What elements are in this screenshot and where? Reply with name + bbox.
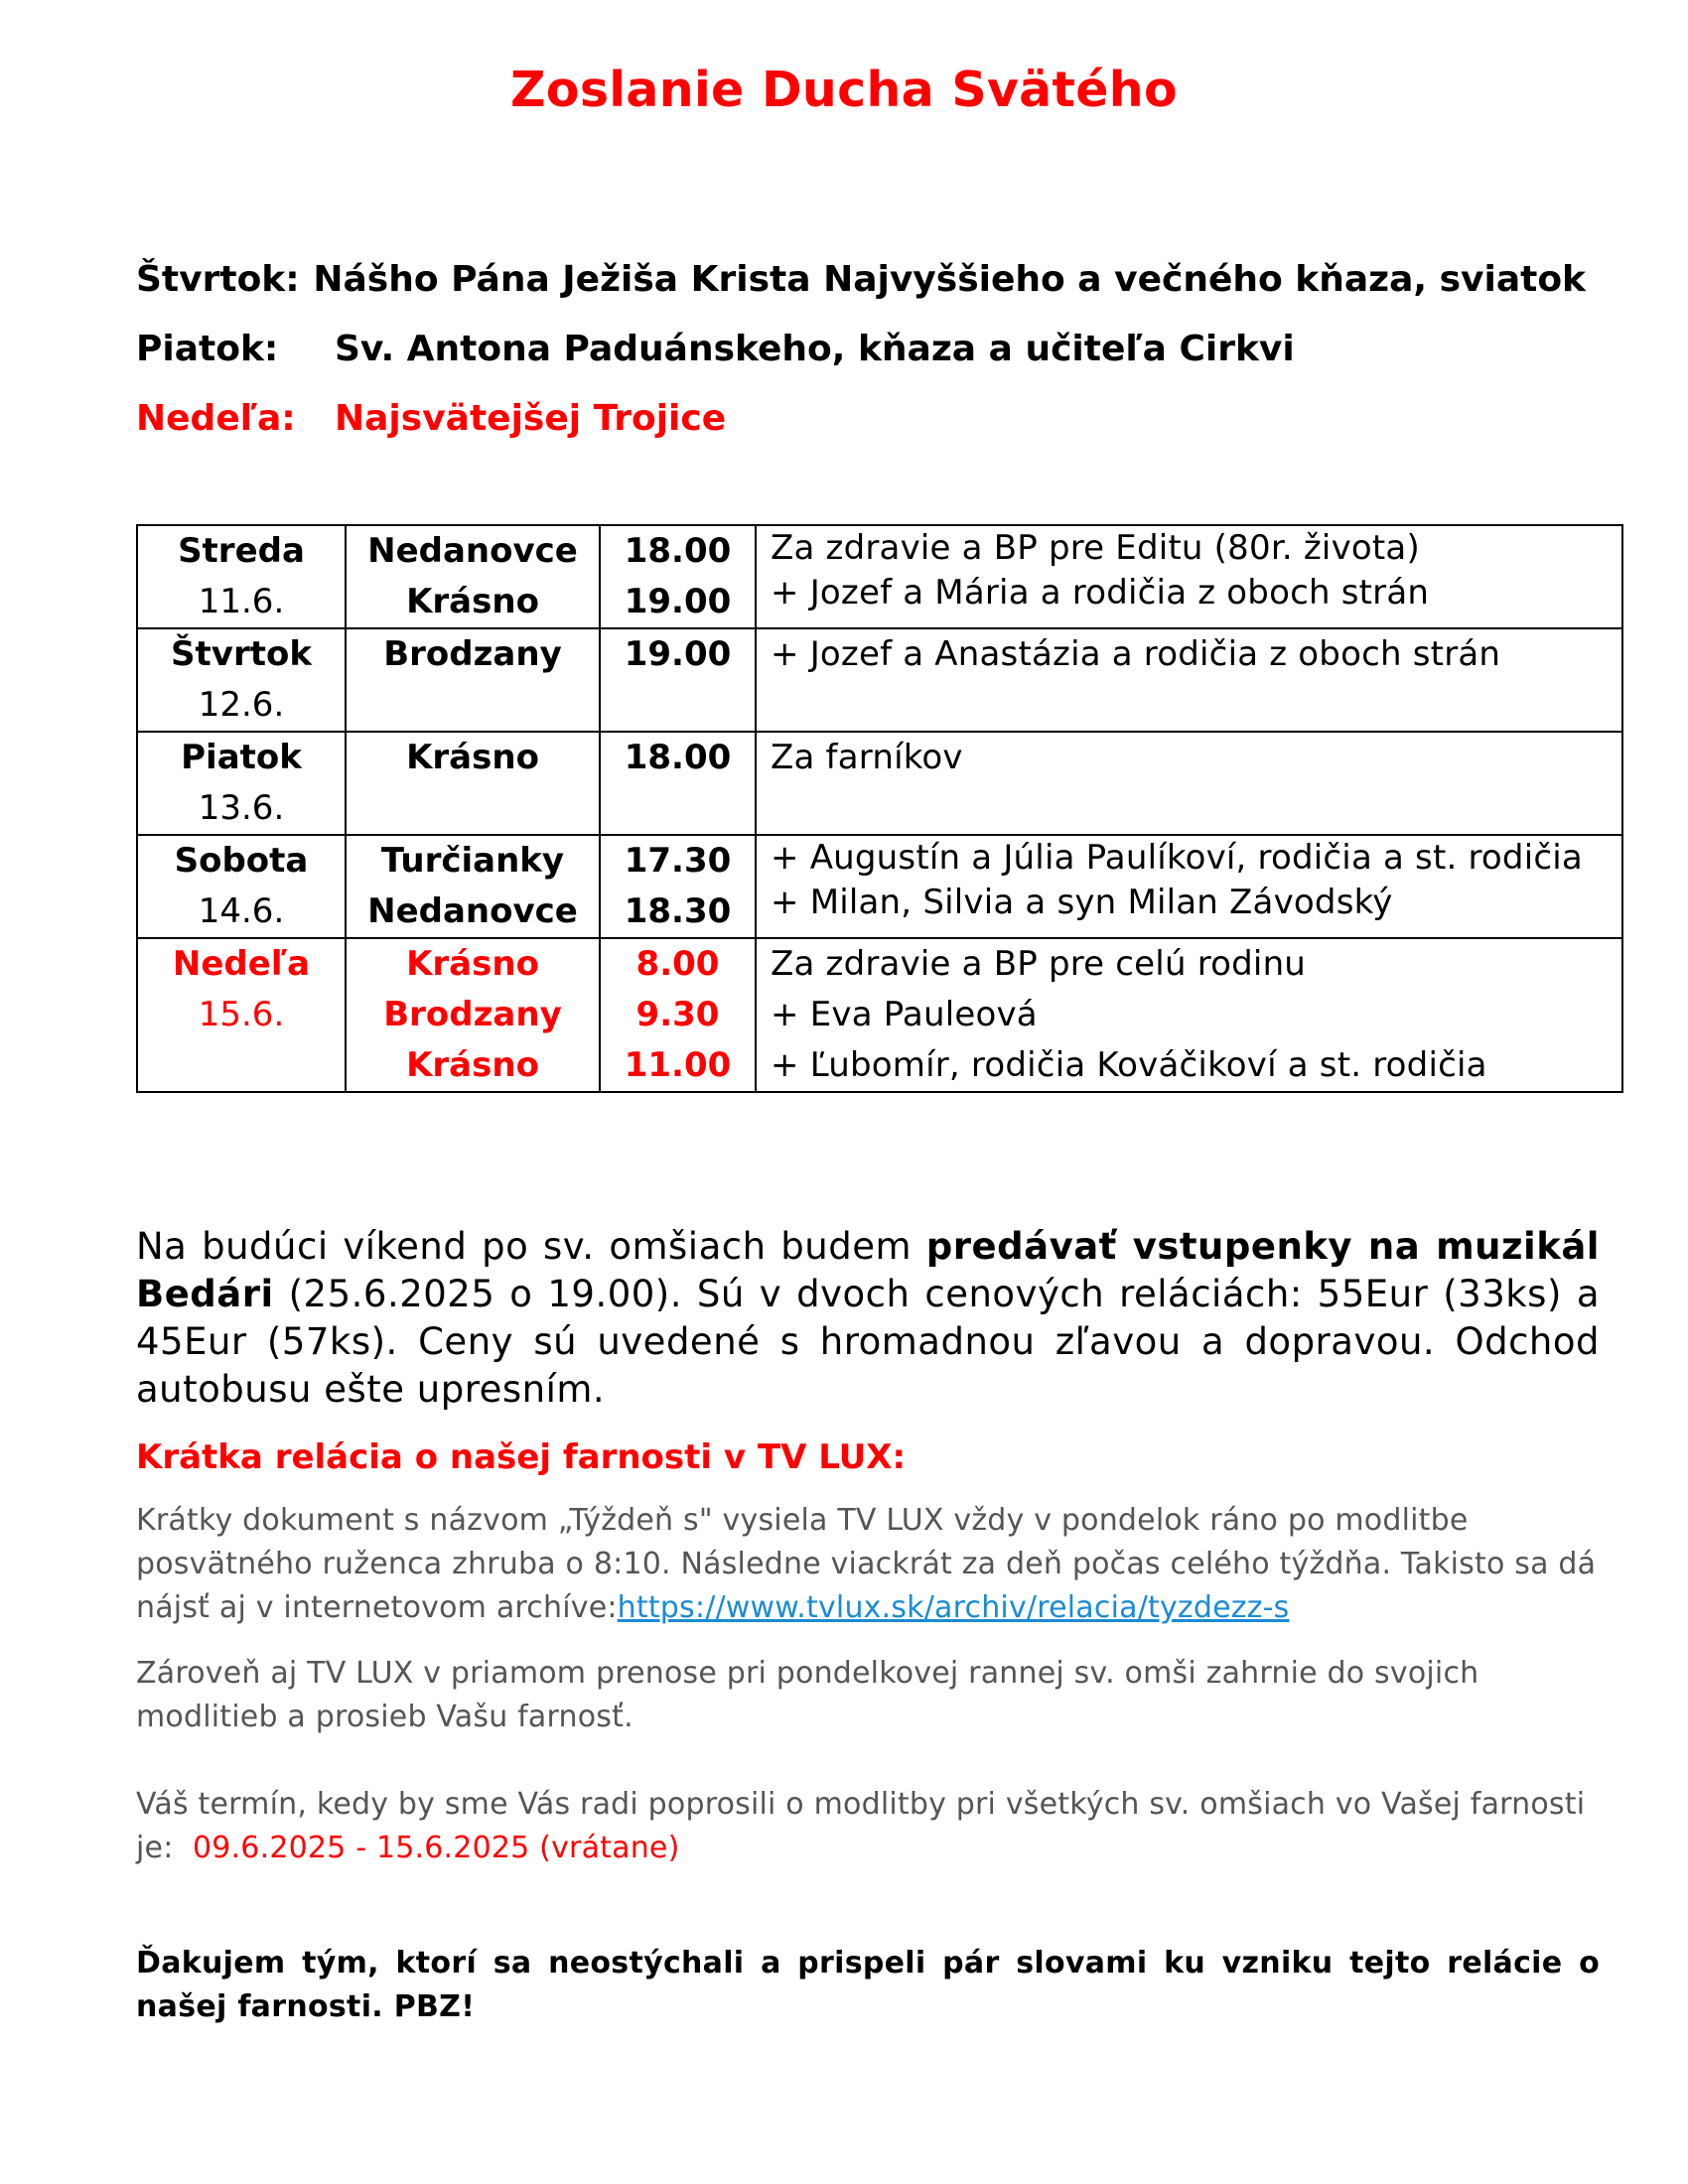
time-cell [600, 732, 756, 835]
day-cell [137, 835, 346, 938]
feast-name: Sv. Antona Paduánskeho, kňaza a učiteľa Cirkvi [335, 328, 1295, 369]
intention: Za zdravie a BP pre Editu (80r. života) [771, 528, 1420, 568]
tv-lux-paragraph [136, 1499, 1600, 1630]
day-name: Nedeľa [172, 944, 311, 984]
intention: + Jozef a Anastázia a rodičia z oboch strán [771, 634, 1501, 674]
day-date: 12.6. [198, 685, 285, 725]
intention-cell [756, 938, 1622, 1092]
time: 19.00 [624, 582, 732, 621]
day-date: 13.6. [198, 788, 285, 828]
day-name: Štvrtok [171, 634, 312, 674]
day-date: 14.6. [198, 891, 285, 931]
intention-cell [756, 835, 1622, 938]
day-date: 15.6. [198, 995, 285, 1034]
time-cell [600, 628, 756, 732]
mass-schedule-table [136, 524, 1623, 1093]
place-cell [346, 835, 600, 938]
place-cell [346, 732, 600, 835]
tvlux-archive-link[interactable]: https://www.tvlux.sk/archiv/relacia/tyzdezz-s [617, 1590, 1290, 1625]
announcement-emphasis: predávať vstupenky na muzikál Bedári [136, 1225, 1600, 1315]
place: Brodzany [383, 634, 562, 674]
time: 18.00 [624, 738, 732, 777]
intention: Za farníkov [771, 738, 963, 777]
intention: Za zdravie a BP pre celú rodinu [771, 944, 1307, 984]
time-cell [600, 938, 756, 1092]
place-cell [346, 628, 600, 732]
place: Turčianky [380, 841, 565, 881]
intention-cell [756, 628, 1622, 732]
tv-lux-text: Krátky dokument s názvom „Týždeň s" vysiela TV LUX vždy v pondelok ráno po modlitbe posvätného ruženca zhruba o 8:10. Následne viackrát za deň počas celého týždňa. Takisto sa dá nájsť aj v internetovom archíve: [136, 1503, 1597, 1625]
feast-day: Nedeľa: [136, 397, 296, 439]
table-row [137, 628, 1622, 732]
place-cell [346, 938, 600, 1092]
time-cell [600, 835, 756, 938]
tv-lux-text: Váš termín, kedy by sme Vás radi poprosili o modlitby pri všetkých sv. omšiach vo Vašej farnosti je: [136, 1787, 1586, 1865]
time: 18.30 [624, 891, 732, 931]
place: Krásno [406, 1045, 539, 1085]
prayer-dates: 09.6.2025 - 15.6.2025 (vrátane) [192, 1831, 680, 1865]
intention: + Milan, Silvia a syn Milan Závodský [771, 883, 1393, 922]
feast-name: Nášho Pána Ježiša Krista Najvyššieho a večného kňaza, sviatok [313, 258, 1586, 300]
place: Brodzany [383, 995, 562, 1034]
feast-name: Najsvätejšej Trojice [335, 397, 727, 439]
table-row [137, 835, 1622, 938]
feast-list [136, 244, 1586, 453]
feast-day: Štvrtok: [136, 258, 300, 300]
tv-lux-paragraph: Zároveň aj TV LUX v priamom prenose pri pondelkovej rannej sv. omši zahrnie do svojich modlitieb a prosieb Vašu farnosť. [136, 1656, 1479, 1734]
place: Krásno [406, 738, 539, 777]
feast-row-friday [136, 314, 1586, 383]
time: 8.00 [635, 944, 720, 984]
table-row [137, 525, 1622, 628]
tv-lux-heading: Krátka relácia o našej farnosti v TV LUX: [136, 1437, 907, 1477]
place: Krásno [406, 944, 539, 984]
table-row [137, 938, 1622, 1092]
announcement-text: Na budúci víkend po sv. omšiach budem [136, 1225, 926, 1268]
time: 17.30 [624, 841, 732, 881]
page-title: Zoslanie Ducha Svätého [510, 62, 1178, 118]
day-name: Piatok [181, 738, 302, 777]
day-date: 11.6. [198, 582, 285, 621]
place-cell [346, 525, 600, 628]
ticket-announcement [136, 1223, 1600, 1414]
intention-cell [756, 525, 1622, 628]
tv-lux-term-paragraph [136, 1783, 1600, 1870]
time: 18.00 [624, 531, 732, 571]
place: Nedanovce [367, 891, 578, 931]
feast-row-thursday [136, 244, 1586, 314]
day-name: Streda [178, 531, 305, 571]
table-row [137, 732, 1622, 835]
feast-day: Piatok: [136, 328, 279, 369]
day-cell [137, 732, 346, 835]
time: 11.00 [624, 1045, 732, 1085]
time: 9.30 [635, 995, 720, 1034]
feast-row-sunday [136, 383, 1586, 453]
intention: + Eva Pauleová [771, 995, 1038, 1034]
day-cell [137, 628, 346, 732]
time-cell [600, 525, 756, 628]
intention: + Augustín a Júlia Paulíkoví, rodičia a st. rodičia [771, 838, 1583, 878]
day-cell [137, 938, 346, 1092]
intention: + Jozef a Mária a rodičia z oboch strán [771, 573, 1430, 613]
time: 19.00 [624, 634, 732, 674]
place: Krásno [406, 582, 539, 621]
place: Nedanovce [367, 531, 578, 571]
announcement-text: (25.6.2025 o 19.00). Sú v dvoch cenových reláciách: 55Eur (33ks) a 45Eur (57ks). Ceny sú uvedené s hromadnou zľavou a dopravou. Odchod autobusu ešte upresním. [136, 1273, 1600, 1411]
day-name: Sobota [174, 841, 309, 881]
intention: + Ľubomír, rodičia Kováčikoví a st. rodičia [771, 1045, 1487, 1085]
thanks-note: Ďakujem tým, ktorí sa neostýchali a prispeli pár slovami ku vzniku tejto relácie o našej farnosti. PBZ! [136, 1946, 1600, 2024]
day-cell [137, 525, 346, 628]
intention-cell [756, 732, 1622, 835]
